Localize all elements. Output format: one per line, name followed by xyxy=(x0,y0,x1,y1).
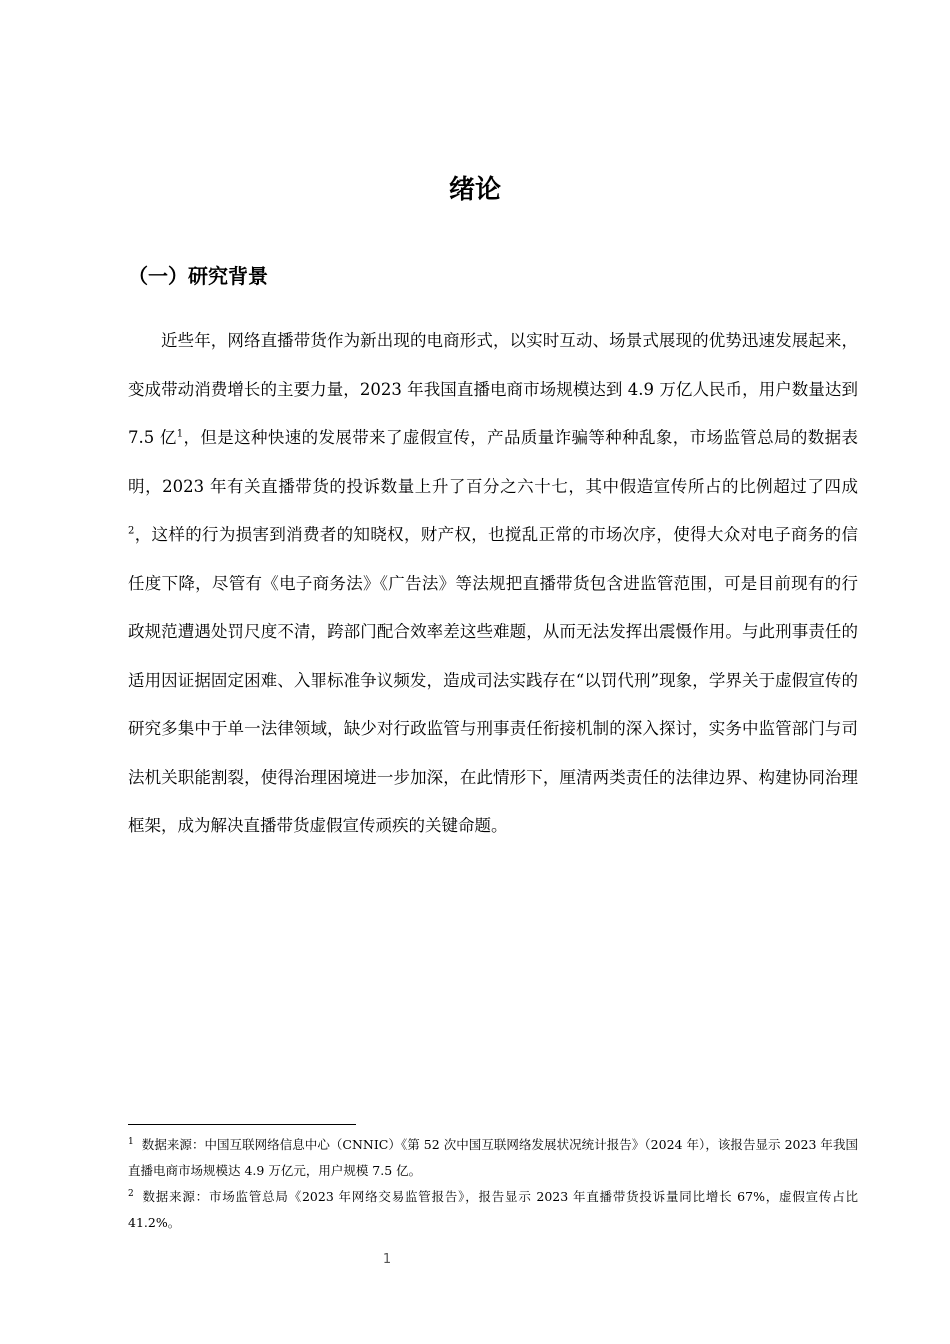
page-title: 绪论 xyxy=(448,175,501,205)
footnote-2 xyxy=(128,1184,858,1236)
footnote-separator xyxy=(128,1124,356,1125)
footnote-1 xyxy=(128,1132,858,1184)
footnote-reference-2[interactable]: 2 xyxy=(128,525,135,537)
paragraph-text-part2: ，但是这种快速的发展带来了虚假宣传，产品质量诈骗等种种乱象，市场监管总局的数据表明，2023 年有关直播带货的投诉数量上升了百分之六十七，其中假造宣传所占的比例超过了四成 xyxy=(128,428,858,496)
footnote-text: 数据来源：中国互联网络信息中心（CNNIC）《第 52 次中国互联网络发展状况统计报告》（2024 年），该报告显示 2023 年我国直播电商市场规模达 4.9 万亿元，用户规模 7.5 亿。 xyxy=(128,1137,858,1178)
footnote-reference-1[interactable]: 1 xyxy=(176,428,184,440)
footnote-text: 数据来源：市场监管总局《2023 年网络交易监管报告》，报告显示 2023 年直播带货投诉量同比增长 67%，虚假宣传占比 41.2%。 xyxy=(128,1189,858,1230)
footnote-mark: 1 xyxy=(128,1136,134,1147)
footnote-mark: 2 xyxy=(128,1188,134,1199)
paragraph-text-part1: 近些年，网络直播带货作为新出现的电商形式，以实时互动、场景式展现的优势迅速发展起来，变成带动消费增长的主要力量，2023 年我国直播电商市场规模达到 4.9 万亿人民币，用户数量达到 7.5 亿 xyxy=(128,331,858,447)
paragraph-text-part3: ，这样的行为损害到消费者的知晓权，财产权，也搅乱正常的市场次序，使得大众对电子商务的信任度下降，尽管有《电子商务法》《广告法》等法规把直播带货包含进监管范围，可是目前现有的行政规范遭遇处罚尺度不清，跨部门配合效率差这些难题，从而无法发挥出震慑作用。与此刑事责任的适用因证据固定困难、入罪标准争议频发，造成司法实践存在“以罚代刑”现象，学界关于虚假宣传的研究多集中于单一法律领域，缺少对行政监管与刑事责任衔接机制的深入探讨，实务中监管部门与司法机关职能割裂，使得治理困境进一步加深，在此情形下，厘清两类责任的法律边界、构建协同治理框架，成为解决直播带货虚假宣传顽疾的关键命题。 xyxy=(128,525,858,835)
page-number: 1 xyxy=(382,1252,392,1267)
footnotes xyxy=(128,1132,858,1236)
body-paragraph xyxy=(128,317,858,851)
section-heading: （一）研究背景 xyxy=(128,264,268,288)
